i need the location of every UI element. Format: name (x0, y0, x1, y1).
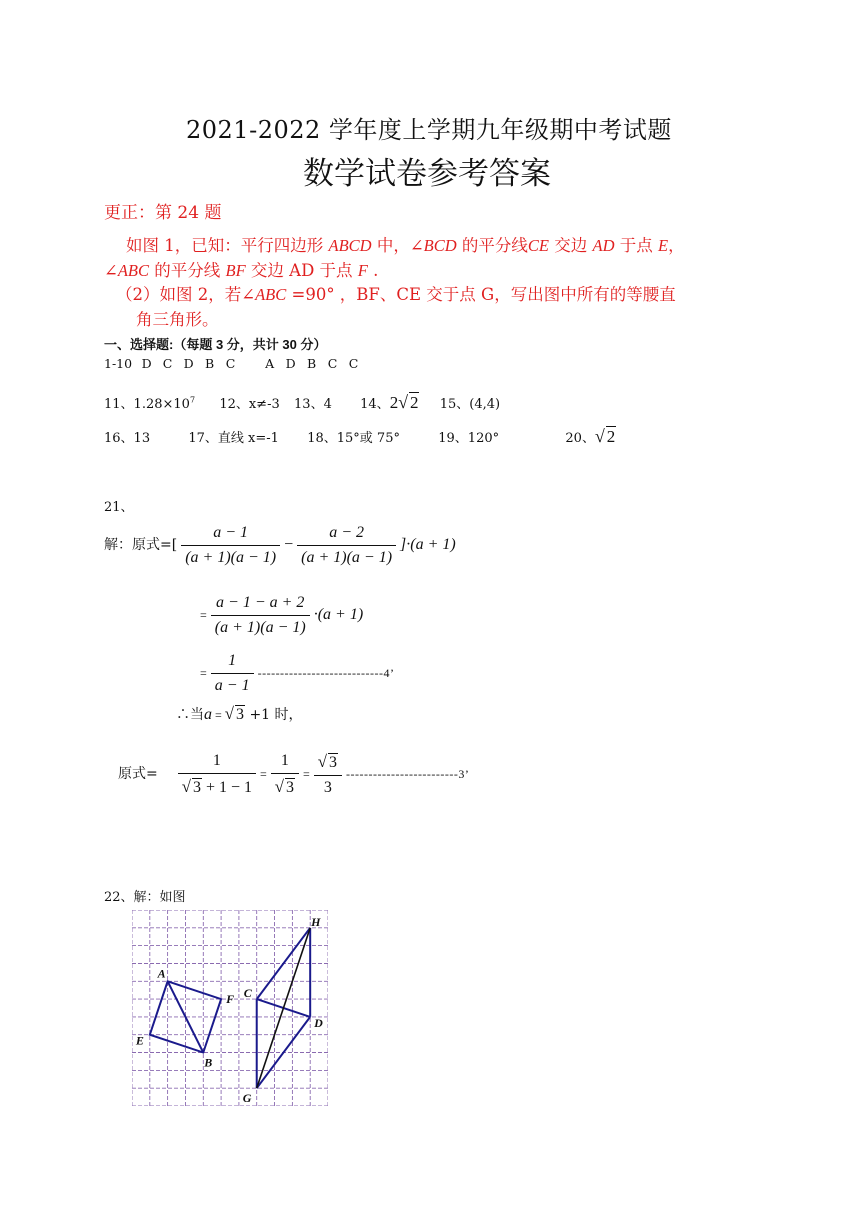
q21-condition: ∴当a = √ 3 +1 时， (176, 704, 303, 723)
correction-line-1: 如图 1，已知：平行四边形 ABCD 中，∠BCD 的平分线CE 交边 AD 于点 E， (126, 236, 685, 255)
answer-16: 16、13 (104, 431, 151, 446)
grid-lines (132, 910, 328, 1106)
correction-line-4: 角三角形。 (136, 310, 219, 329)
answer-15: 15、(4,4) (439, 397, 501, 412)
choice-answer-6: A (265, 356, 275, 371)
point-label-e: E (135, 1033, 144, 1048)
answer-20: 20、√ 2 (565, 426, 616, 446)
q21-step-3: = $\frac{1}{a - 1}$ ----------------------------4’ (200, 652, 395, 694)
fill-answers-row-2 (104, 426, 616, 447)
correction-line-2: ∠ABC 的平分线 BF 交边 AD 于点 F . (104, 261, 379, 280)
answer-13: 13、4 (294, 397, 332, 412)
point-labels (135, 915, 323, 1105)
section-choice-heading: 一、选择题:（每题 3 分，共计 30 分） (104, 337, 327, 352)
q22-grid-figure (132, 910, 328, 1106)
answer-12: 12、x≠-3 (219, 397, 280, 412)
geometry-shapes (150, 928, 310, 1088)
choice-answer-5: C (225, 356, 236, 371)
choice-answer-8: B (306, 356, 317, 371)
point-label-g: G (242, 1091, 252, 1106)
q21-step-1: 解：原式=[ $\frac{a - 1}{(a + 1)(a - 1)}$ − $\frac{a - 2}{(a + 1)(a - 1)}$ ]·(a + 1) (104, 524, 456, 566)
point-label-b: B (204, 1055, 213, 1070)
answer-18: 18、15°或 75° (307, 431, 400, 446)
segment-gh (257, 928, 310, 1088)
document-subtitle: 数学试卷参考答案 (303, 156, 551, 192)
choice-answer-1: D (141, 356, 152, 371)
choice-answer-3: D (183, 356, 194, 371)
q21-result: 原式= $\frac{1}{√ 3 + 1 - 1}$ = $\frac{1}{√ 3}$ = $\frac{√ 3}{3}$ -------------------------3’ (118, 752, 470, 796)
choice-answer-10: C (348, 356, 359, 371)
correction-line-3: （2）如图 2，若∠ABC =90° ，BF、CE 交于点 G，写出图中所有的等腰直 (116, 285, 676, 304)
fill-answers-row-1 (104, 392, 500, 413)
point-label-d: D (314, 1015, 323, 1030)
choice-answer-2: C (162, 356, 173, 371)
choice-answer-7: D (285, 356, 296, 371)
answer-19: 19、120° (438, 431, 500, 446)
answer-17: 17、直线 x=-1 (188, 431, 279, 446)
choice-answer-4: B (204, 356, 215, 371)
q22-label: 22、解：如图 (104, 890, 186, 905)
answer-14: 14、2√ 2 (360, 392, 419, 412)
correction-heading: 更正：第 24 题 (104, 203, 222, 223)
choice-answer-9: C (327, 356, 338, 371)
choice-answers: 1-10 D C D B C A D B C C (104, 356, 364, 371)
point-label-a: A (157, 966, 166, 981)
point-label-c: C (243, 986, 252, 1001)
point-label-h: H (311, 914, 321, 929)
q21-step-2: = $\frac{a - 1 - a + 2}{(a + 1)(a - 1)}$ ·(a + 1) (200, 594, 364, 636)
document-title: 2021-2022 学年度上学期九年级期中考试题 (186, 116, 672, 144)
answer-11: 11、$1.28\times 10^7$ (104, 395, 196, 412)
q21-label: 21、 (104, 500, 134, 515)
point-label-f: F (226, 992, 235, 1007)
